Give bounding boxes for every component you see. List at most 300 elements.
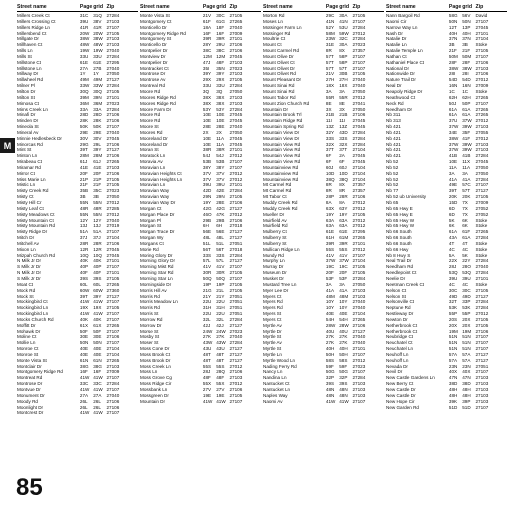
grid-ref: 31H [216,305,225,311]
page-grid: 48N [325,387,335,392]
page-grid: 35B [79,188,89,194]
zip-code: 27103 [352,293,366,299]
street-name: Milner Pl [17,83,35,89]
street-name: Mixon Ln [17,246,36,252]
zip-code: 27127 [475,357,489,363]
street-name: Moss Brook Ct [140,351,171,357]
page-grid: 61A [448,106,458,112]
street-name: Mountain View Dr [263,129,300,135]
page-grid: 27V [202,387,212,392]
grid-ref: 63A [339,223,348,229]
page-grid: 61J [79,159,88,165]
street-name: Montrose Av [140,77,166,83]
zip-code: 27127 [229,205,243,211]
zip-code: 27104 [352,164,366,170]
street-name: Nb 421 [386,135,401,141]
grid-ref: 20F [93,170,102,176]
grid-ref: 19C [339,264,348,270]
street-name: Neelie Dr [386,275,406,281]
page-grid: 6D [448,205,455,211]
zip-code: 27284 [475,235,489,241]
street-name: Nb 65 Hwy W [386,223,415,229]
grid-ref: 21L [216,287,224,293]
street-name: Moores Ridge Rd [140,100,176,106]
zip-code: 27284 [352,135,366,141]
zip-code: 27023 [352,42,366,48]
grid-ref: 53Y [216,106,225,112]
zip-code: 27284 [475,176,489,182]
grid-ref: 29B [216,217,225,223]
zip-code: 27012 [352,223,366,229]
zip-code: 27107 [106,316,120,322]
grid-ref: 11A [462,164,471,170]
grid-ref: 39Y [93,293,102,299]
zip-code: 27265 [475,106,489,112]
zip-code: 27050 [352,88,366,94]
page-grid: 38W [448,135,459,141]
grid-ref: 40E [93,346,102,352]
grid-ref: 30A [339,42,348,48]
street-name: Neal Trail Dr [386,258,412,264]
page-grid: 13J [79,223,88,229]
street-name: Moss Cone Dr [140,346,170,352]
header-street: Street name [386,4,416,10]
street-name: Moffitt Dr [17,322,36,328]
grid-ref: 10Y [339,299,348,305]
grid-ref: 58P [339,59,348,65]
street-name: Moratock Ln [140,153,166,159]
grid-ref: 28E [216,200,225,205]
street-name: Mulberry St [263,240,287,246]
grid-ref: 40F [93,270,102,276]
grid-ref: 38V [93,18,102,24]
page-number: 85 [16,474,43,501]
page-grid: 29C [325,13,335,18]
street-name: Mooreland Dr [140,141,168,147]
street-name: Moore Rd [140,112,161,118]
street-name: Nb 65 Hwy E [386,205,413,211]
page-grid: 51N [448,340,458,346]
zip-code: 27284 [475,258,489,264]
street-name: Mockingbird Ct [17,299,48,305]
zip-code: Stoke [475,252,488,258]
grid-ref: 28O [462,264,471,270]
street-name: Moravian Heights Ln [140,176,183,182]
street-name: Miramar Rd [17,164,41,170]
zip-code: 27103 [229,59,243,65]
page-grid: 33C [79,381,89,387]
zip-code: Stoke [475,88,488,94]
grid-ref: 33C [93,381,102,387]
page-grid: 28D [79,112,89,118]
grid-ref: 11A [216,135,225,141]
street-name: Moss Ridge Cir [140,381,172,387]
zip-code: 27009 [475,83,489,89]
street-name: Myrtle St [263,346,282,352]
grid-ref: 49M [93,77,103,83]
street-name: Nathan Ct [386,53,407,59]
grid-ref: 55N [93,200,102,205]
grid-ref: 42E [216,188,225,194]
grid-ref: 39U [216,182,225,188]
street-name: Moravian Ln [140,164,166,170]
street-name: Myers Ct [263,316,282,322]
page-grid: 1Y [79,71,86,77]
grid-ref: 57A [462,351,471,357]
street-name: Miss Marie Ln [17,176,46,182]
zip-code: 27127 [475,351,489,357]
street-name: Mint St [17,147,32,153]
street-name: Mockingbird Ln [17,305,49,311]
page-grid: 21P [79,176,89,182]
grid-ref: 41V [216,264,225,270]
zip-code: 27045 [475,24,489,30]
zip-code: 27023 [229,65,243,71]
street-name: Netherbrook Ct [386,322,418,328]
street-name: Mueller Dr [263,211,285,217]
grid-ref: 41W [93,410,103,416]
grid-ref: 37V [216,176,225,182]
index-column [263,4,384,460]
page-grid: 3B [448,42,455,48]
street-name: Mulberry Ct [263,229,287,235]
street-name: Mountainview Rd [263,176,299,182]
grid-ref: 12Y [93,217,102,223]
grid-ref: 39W [462,147,472,153]
zip-code: 27045 [229,53,243,59]
page-grid: 26L [79,398,88,404]
grid-ref: 38Q [339,176,348,182]
street-name: Natalie Temple Ln [386,48,423,54]
grid-ref: 50N [462,18,471,24]
street-name: Mossgreen Dr [140,392,169,398]
street-name: Neptune Rd [386,305,411,311]
section-tab-m: M [0,138,15,153]
street-name: Montrose Dr [17,381,43,387]
zip-code: 27284 [352,36,366,42]
zip-code: 27012 [352,246,366,252]
grid-ref: 42J [216,322,224,328]
street-name: Moss Creek Ln [140,363,171,369]
street-name: Minton Ln [17,153,38,159]
grid-ref: 27A [93,392,102,398]
page-grid: 29B [202,217,212,223]
zip-code: 27106 [106,170,120,176]
street-name: Nb 52 [386,182,399,188]
page-grid: 12T [448,24,457,30]
zip-code: 27009 [475,200,489,205]
zip-code: 27127 [475,188,489,194]
zip-code: Stoke [475,223,488,229]
page-grid: 32L [202,316,211,322]
grid-ref: 12R [93,246,102,252]
page-grid: 48F [202,375,211,381]
zip-code: 27103 [475,375,489,381]
page-grid: 41E [79,164,89,170]
street-name: Mollie Ln [17,340,36,346]
street-name: Moss Grove Cg [140,375,172,381]
grid-ref: 37T [339,147,348,153]
grid-ref: 10E [216,112,225,118]
page-grid: 48M [325,293,335,299]
zip-code: 27107 [106,410,120,416]
page-grid: 48T [202,357,211,363]
page-grid: 12R [79,246,89,252]
street-name: Moss Brook Dr [140,357,171,363]
zip-code: 27127 [352,328,366,334]
zip-code: 27040 [352,299,366,305]
street-name: Moores Ridge Rd [140,94,176,100]
grid-ref: 38D [462,381,471,387]
page-grid: 57A [448,357,458,363]
grid-ref: 6F [339,159,345,165]
street-name: Monticello Dr [140,24,167,30]
grid-ref: 28F [462,59,471,65]
street-name: Netherbrook Ct [386,328,418,334]
zip-code: 27101 [475,30,489,36]
grid-ref: 40H [339,346,348,352]
page-grid: 6F [325,153,332,159]
page-grid: 38R [202,147,212,153]
street-name: Neathwood Ct [386,94,416,100]
index-row [263,399,384,405]
street-name: Myrtle Ln [263,351,282,357]
grid-ref: 27K [216,334,225,340]
page-grid: 39U [448,275,458,281]
index-column [140,4,261,460]
street-name: Nb 52 [386,170,399,176]
street-name: Moody Rd [17,398,38,404]
street-name: Natalie Ln [386,42,407,48]
street-name: Nb 313 [386,118,401,124]
zip-code: 27107 [229,159,243,165]
page-grid: 48W [79,42,90,48]
zip-code: 27050 [106,71,120,77]
zip-code: 27101 [106,270,120,276]
grid-ref: 53B [216,159,225,165]
zip-code: 27107 [352,53,366,59]
grid-ref: 61N [93,357,102,363]
street-name: Morning Star Ln [140,275,173,281]
street-name: Morgan Trace Dr [140,229,175,235]
zip-code: 27012 [229,363,243,369]
page-grid: 37W [448,147,459,153]
grid-ref: 41W [93,311,103,317]
street-name: Montcrest Dr [17,410,44,416]
zip-code: 27265 [106,322,120,328]
zip-code: 27284 [229,252,243,258]
street-name: Millstone Ct [17,59,41,65]
grid-ref: 26L [93,398,101,404]
street-name: Moravian Way Dr [140,200,176,205]
street-name: Morningside Dr [140,281,172,287]
zip-code: 27107 [106,264,120,270]
page-grid: 33U [202,83,212,89]
zip-code: 27104 [352,176,366,182]
page-grid: 41R [79,24,89,30]
street-name: Montpelier Dr [140,59,168,65]
page-grid: 28W [325,322,336,328]
street-name: Nb 66 South [386,235,412,241]
zip-code: 27104 [106,346,120,352]
zip-code: 27040 [106,129,120,135]
street-name: Narrow Way Ln [386,24,418,30]
street-name: Mount Sinai Rd [263,83,295,89]
page-grid: 40E [79,351,89,357]
page-grid: 48N [325,392,335,398]
page-grid: 22X [448,258,458,264]
page-grid: 60L [79,281,88,287]
page-grid: 29G [79,141,89,147]
grid-ref: 50F [93,328,102,334]
street-name: Minorcas Rd [17,141,43,147]
zip-code: 27101 [229,147,243,153]
page-grid: 18X [325,83,335,89]
zip-code: 27045 [352,153,366,159]
zip-code: 27041 [352,100,366,106]
page-grid: 40H [448,30,458,36]
street-name: Nantucket Ct [263,381,290,387]
grid-ref: 48N [339,387,348,392]
zip-code: 27023 [106,100,120,106]
page-grid: 60J [325,164,334,170]
street-name: Mount Pleasant Dr [263,77,302,83]
street-name: Neuhoff Ln [386,357,409,363]
street-name: Neck Rd [386,100,404,106]
street-name: Millstone Ln [17,65,42,71]
page-grid: 39Y [202,71,212,77]
grid-ref: 18F [216,24,225,30]
street-name: Mosby St [140,334,160,340]
street-name: Nb 421 [386,147,401,153]
street-name: Mundy Rd [263,252,284,258]
page-grid: 39S [79,275,89,281]
grid-ref: 30B [339,71,348,77]
grid-ref: 58P [339,53,348,59]
page-grid: 41W [79,410,90,416]
street-name: Mount Olivet Rd [263,71,296,77]
grid-ref: 40E [339,311,348,317]
street-name: Misty Leaf Ct [17,205,44,211]
grid-ref: 41B [462,153,471,159]
grid-ref: 24W [216,328,226,334]
street-name: Moore Farm Dr [140,106,172,112]
grid-ref: 11I [339,118,346,124]
page-grid: 39S [325,381,335,387]
zip-code: 27040 [106,217,120,223]
zip-code: 27284 [106,106,120,112]
page-grid: 55R [325,94,335,100]
zip-code: 27265 [475,112,489,118]
page-grid: 61N [79,357,89,363]
grid-ref: 51N [462,334,471,340]
grid-ref: 27H [339,77,348,83]
page-grid: 21F [79,182,88,188]
zip-code: 27107 [106,375,120,381]
street-name: Mount Carmel Rd [263,48,299,54]
zip-code: 27127 [106,77,120,83]
page-grid: 33W [79,83,90,89]
grid-ref: 41V [339,252,348,258]
grid-ref: 61E [339,229,348,235]
page-grid: 10Y [325,305,335,311]
page-grid: 20W [79,30,90,36]
street-name: Mountain View Rd [263,153,301,159]
grid-ref: 16F [216,30,225,36]
street-name: Muddy Creek Rd [263,205,298,211]
zip-code: 27106 [475,328,489,334]
page-grid: 3Q [202,88,210,94]
grid-ref: 32L [216,316,224,322]
zip-code: 27055 [475,129,489,135]
page-grid: 41W [325,398,336,404]
grid-ref: 41W [339,398,349,404]
page-grid: 28P [325,194,335,200]
page-grid: 10Y [325,299,335,305]
page-grid: 38C [202,48,212,54]
street-name: Morris Hill Av [140,287,167,293]
grid-ref: 47K [216,211,225,217]
zip-code: 27012 [352,200,366,205]
page-grid: 3X [325,106,332,112]
page-grid: 27K [202,334,212,340]
street-name: Mountain Dr [140,398,166,404]
zip-code: 27284 [475,299,489,305]
street-name: Montgomery Ct [140,18,172,24]
page-grid: 51L [202,240,211,246]
grid-ref: 1Y [93,71,99,77]
grid-ref: 48F [216,59,225,65]
grid-ref: 61F [462,229,471,235]
page-grid: 27A [79,392,89,398]
page-grid: 53K [448,305,458,311]
street-name: Monroe Ct [17,346,39,352]
zip-code: 27105 [229,77,243,83]
page-grid: 63A [325,217,335,223]
grid-ref: 6K [462,223,468,229]
street-name: Montreat Rd [17,375,43,381]
index-row [17,410,138,416]
grid-ref: 56E [216,229,225,235]
page-grid: 55S [325,246,335,252]
zip-code: 27040 [106,65,120,71]
header-grid: grid [462,4,473,10]
grid-ref: 20X [462,322,471,328]
street-name: Morning Glory Dr [140,258,175,264]
street-name: Mountainview Rd [263,170,299,176]
page-grid: 10E [448,159,458,165]
grid-ref: 3X [339,106,345,112]
zip-code: 27050 [475,164,489,170]
zip-code: 27284 [229,106,243,112]
street-name: Morse St [140,328,159,334]
grid-ref: 51N [462,346,471,352]
grid-ref: 40U [339,328,348,334]
page-grid: 3A [325,88,332,94]
zip-code: 27357 [352,182,366,188]
street-name: Nb 65 [386,200,399,205]
zip-code: 27040 [106,392,120,398]
zip-code: 27103 [475,387,489,392]
grid-ref: 8E [339,100,345,106]
zip-code: 27012 [475,77,489,83]
zip-code: 27040 [352,77,366,83]
page-grid: 40U [325,328,335,334]
zip-code: 27284 [229,340,243,346]
zip-code: 27012 [475,311,489,317]
zip-code: 27106 [106,118,120,124]
zip-code: 27051 [475,363,489,369]
